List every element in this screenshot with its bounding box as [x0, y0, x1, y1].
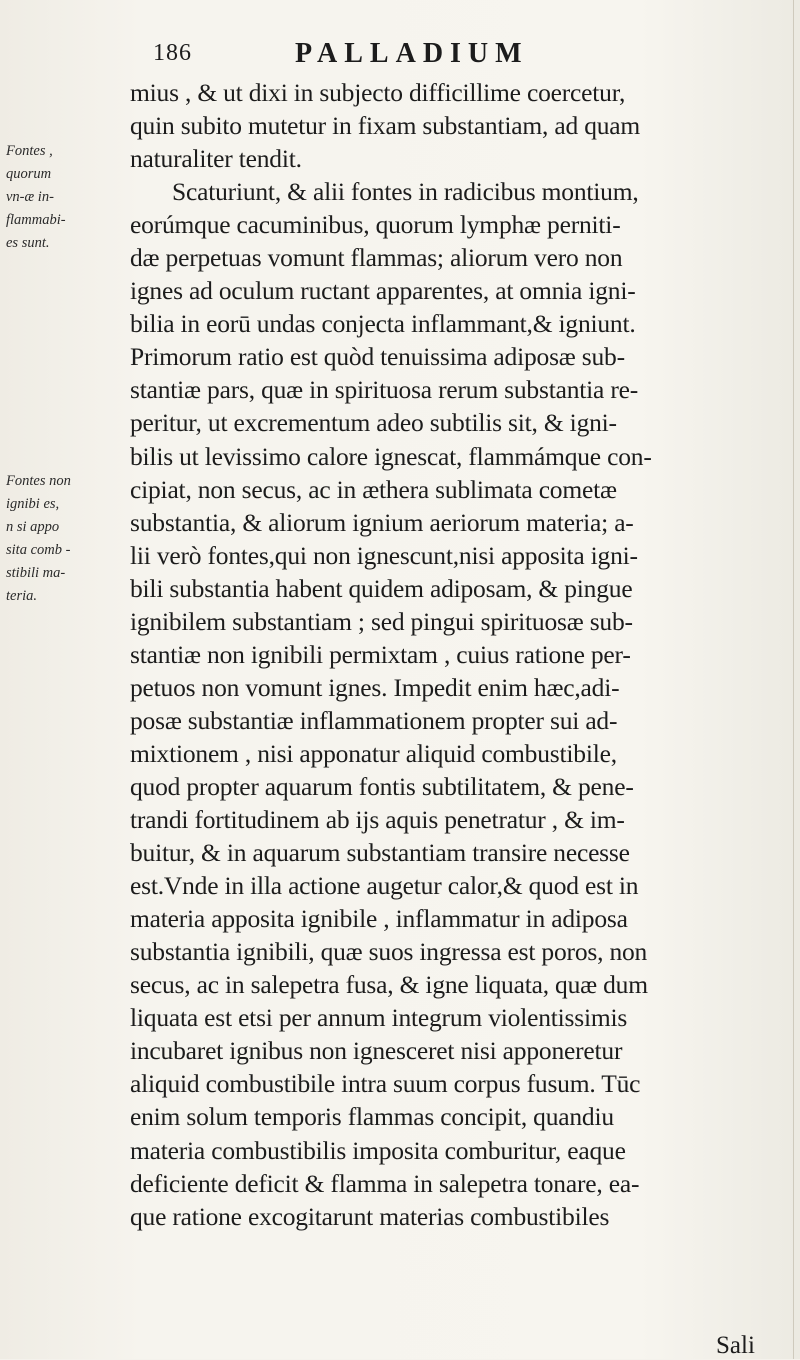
- text-line: bilia in eorū undas conjecta inflammant,& igniunt.: [130, 309, 636, 339]
- text-line: ignes ad oculum ructant apparentes, at omnia igni-: [130, 276, 636, 306]
- text-line: secus, ac in salepetra fusa, & igne liquata, quæ dum: [130, 970, 648, 1000]
- text-line: que ratione excogitarunt materias combustibiles: [130, 1201, 610, 1231]
- running-title: PALLADIUM: [295, 38, 529, 69]
- text-line: liquata est etsi per annum integrum violentissimis: [130, 1003, 628, 1033]
- page-header: [145, 38, 765, 72]
- margin-note-line: flammabi-: [6, 212, 66, 228]
- margin-note-line: ignibi es,: [6, 496, 60, 512]
- catchword: Sali: [716, 1332, 755, 1359]
- text-line: materia combustibilis imposita comburitur, eaque: [130, 1135, 626, 1165]
- page-edge-line: [793, 0, 794, 1359]
- text-line: naturaliter tendit.: [130, 144, 302, 174]
- text-line: deficiente deficit & flamma in salepetra tonare, ea-: [130, 1168, 640, 1198]
- text-line: est.Vnde in illa actione augetur calor,& quod est in: [130, 871, 639, 901]
- margin-note-line: n si appo: [6, 519, 60, 535]
- text-line: stantiæ non ignibili permixtam , cuius ratione per-: [130, 639, 631, 669]
- page-number: 186: [153, 40, 192, 66]
- text-line: eorúmque cacuminibus, quorum lymphæ perniti-: [130, 210, 621, 240]
- margin-note-line: sita comb -: [6, 542, 71, 558]
- text-line: quin subito mutetur in fixam substantiam, ad quam: [130, 111, 641, 141]
- text-line: Scaturiunt, & alii fontes in radicibus montium,: [172, 177, 639, 207]
- text-line: substantia, & aliorum ignium aeriorum materia; a-: [130, 507, 634, 537]
- margin-note-line: stibili ma-: [6, 565, 66, 581]
- text-line: enim solum temporis flammas concipit, quandiu: [130, 1102, 614, 1132]
- text-line: mius , & ut dixi in subjecto difficillime coercetur,: [130, 78, 626, 107]
- text-line: lii verò fontes,qui non ignescunt,nisi apposita igni-: [130, 540, 638, 570]
- text-line: quod propter aquarum fontis subtilitatem, & pene-: [130, 771, 634, 801]
- margin-note-fontes-inflammabiles: [6, 140, 126, 255]
- text-line: petuos non vomunt ignes. Impedit enim hæc,adi-: [130, 672, 620, 702]
- text-line: stantiæ pars, quæ in spirituosa rerum substantia re-: [130, 375, 639, 405]
- body-text: [130, 76, 780, 1233]
- text-line: incubaret ignibus non ignesceret nisi apponeretur: [130, 1036, 623, 1066]
- text-line: posæ substantiæ inflammationem propter sui ad-: [130, 705, 618, 735]
- margin-note-line: es sunt.: [6, 235, 50, 251]
- margin-note-fontes-non-ignibiles: [6, 470, 126, 608]
- margin-note-line: Fontes ,: [6, 143, 53, 159]
- text-line: cipiat, non secus, ac in æthera sublimata cometæ: [130, 474, 617, 504]
- text-line: ignibilem substantiam ; sed pingui spirituosæ sub-: [130, 606, 633, 636]
- text-line: dæ perpetuas vomunt flammas; aliorum vero non: [130, 243, 623, 273]
- text-line: mixtionem , nisi apponatur aliquid combustibile,: [130, 738, 617, 768]
- text-line: buitur, & in aquarum substantiam transire necesse: [130, 838, 630, 868]
- margin-note-line: Fontes non: [6, 473, 71, 489]
- margin-note-line: teria.: [6, 588, 38, 604]
- text-line: trandi fortitudinem ab ijs aquis penetratur , & im-: [130, 805, 625, 835]
- text-line: bili substantia habent quidem adiposam, & pingue: [130, 573, 633, 603]
- text-line: Primorum ratio est quòd tenuissima adiposæ sub-: [130, 342, 625, 372]
- text-line: bilis ut levissimo calore ignescat, flammámque con-: [130, 441, 652, 471]
- text-line: materia apposita ignibile , inflammatur in adiposa: [130, 904, 628, 934]
- text-line: peritur, ut excrementum adeo subtilis sit, & igni-: [130, 408, 617, 438]
- margin-note-line: quorum: [6, 166, 52, 182]
- text-line: substantia ignibili, quæ suos ingressa est poros, non: [130, 937, 648, 967]
- margin-note-line: vn-æ in-: [6, 189, 54, 205]
- text-line: aliquid combustibile intra suum corpus fusum. Tūc: [130, 1069, 641, 1099]
